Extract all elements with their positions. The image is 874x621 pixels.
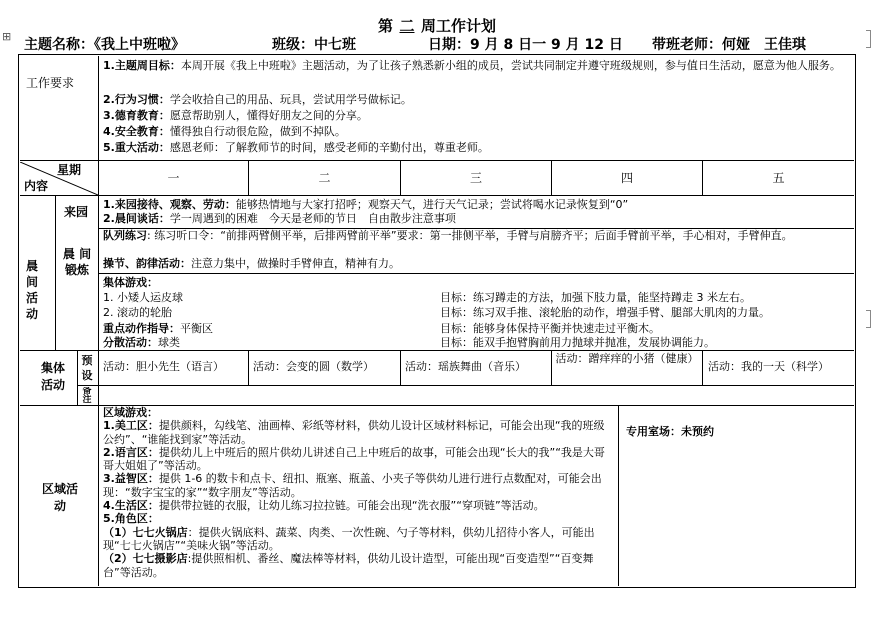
area-line: 2.语言区：提供幼儿上中班后的照片供幼儿讲述自己上中班后的故事，可能会出现“长大的我”“我是大哥哥大姐姐了”等活动。 bbox=[103, 445, 605, 473]
drill-line: 队列练习: 练习听口令：“前排两臂侧平举，后排两臂前平举”要求：第一排侧平举，手臂与肩膀齐平；后面手臂前平举，手心相对，手臂伸直。 bbox=[103, 229, 793, 242]
column-divider bbox=[702, 350, 703, 385]
collective-activity-mon: 活动：胆小先生（语言） bbox=[103, 360, 224, 373]
work-item: 3.德育教育：愿意帮助别人，懂得好朋友之间的分享。 bbox=[103, 109, 368, 122]
drill-content bbox=[103, 229, 851, 271]
title-suffix: 周工作计划 bbox=[421, 17, 497, 35]
area-line: 1.美工区：提供颜料，勾线笔、油画棒、彩纸等材料，供幼儿设计区域材料标记，可能会出现“我的班级公约”、“谁能找到家”等活动。 bbox=[103, 419, 605, 446]
day-header-fri: 五 bbox=[772, 171, 785, 185]
work-item: 1.主题周目标：本周开展《我上中班啦》主题活动，为了让孩子熟悉新小组的成员，尝试共同制定并遵守班级规则，参与值日生活动，愿意为他人服务。 bbox=[103, 59, 841, 72]
work-item: 4.安全教育：懂得独自行动很危险，做到不掉队。 bbox=[103, 125, 346, 138]
free-activity-goal: 目标：能双手抱臂胸前用力抛球并抛准，发展协调能力。 bbox=[440, 336, 715, 349]
row-divider bbox=[20, 350, 854, 351]
area-line: （2）七七摄影店:提供照相机、番丝、魔法棒等材料，供幼儿设计造型，可能出现“百变造型”“百变舞台”等活动。 bbox=[103, 552, 594, 579]
arrival-line: 1.来园接待、观察、劳动：能够热情地与大家打招呼；观察天气，进行天气记录；尝试将喝水记录恢复到“0” bbox=[103, 198, 629, 211]
plan-label: 预设 bbox=[81, 354, 93, 382]
day-header-wed: 三 bbox=[469, 171, 482, 185]
title-prefix: 第 bbox=[377, 17, 393, 35]
column-divider bbox=[551, 350, 552, 385]
area-games-title: 区域游戏： bbox=[103, 406, 158, 419]
column-divider bbox=[618, 405, 619, 586]
focus-guidance: 重点动作指导：平衡区 bbox=[103, 322, 213, 335]
collective-activity-thu: 活动：蹭痒痒的小猪（健康） bbox=[555, 352, 699, 365]
row-divider bbox=[98, 273, 854, 274]
content-header: 内容 bbox=[24, 179, 49, 193]
morning-exercise-label: 晨 间锻炼 bbox=[62, 247, 92, 277]
work-item: 2.行为习惯：学会收拾自己的用品、玩具，尝试用学号做标记。 bbox=[103, 93, 412, 106]
row-divider bbox=[20, 195, 854, 196]
area-line: 5.角色区： bbox=[103, 512, 159, 526]
note-label: 备注 bbox=[82, 387, 92, 405]
area-activity-label: 区域活动 bbox=[42, 482, 78, 513]
column-divider bbox=[55, 195, 56, 350]
day-header-mon: 一 bbox=[167, 171, 180, 185]
free-activity: 分散活动：球类 bbox=[103, 336, 180, 349]
collective-activity-label: 集体活动 bbox=[40, 361, 65, 392]
right-edge-marker bbox=[866, 310, 871, 328]
area-line: （1）七七火锅店：提供火锅底料、蔬菜、肉类、一次性碗、勺子等材料，供幼儿招待小客人，可能出现“七七火锅店”“美味火锅”等活动。 bbox=[103, 525, 595, 552]
weekday-header: 星期 bbox=[57, 163, 82, 177]
class-name: 班级：中七班 bbox=[272, 37, 356, 53]
game-name: 1. 小矮人运皮球 bbox=[103, 291, 183, 304]
work-item: 5.重大活动：感恩老师：了解教师节的时间，感受老师的辛勤付出，尊重老师。 bbox=[103, 141, 489, 154]
column-divider bbox=[248, 350, 249, 385]
focus-goal: 目标：能够身体保持平衡并快速走过平衡木。 bbox=[440, 322, 660, 335]
row-divider bbox=[20, 160, 854, 161]
column-divider bbox=[400, 350, 401, 385]
teachers: 带班老师：何娅 王佳琪 bbox=[652, 37, 806, 53]
work-requirements bbox=[103, 59, 851, 157]
collective-activity-tue: 活动：会变的圆（数学） bbox=[253, 360, 374, 373]
collective-activity-wed: 活动：瑶族舞曲（音乐） bbox=[405, 360, 526, 373]
date-range: 日期：9 月 8 日一 9 月 12 日 bbox=[428, 37, 623, 53]
work-requirements-label: 工作要求 bbox=[26, 76, 75, 90]
column-divider bbox=[98, 56, 99, 586]
morning-activity-label: 晨间活动 bbox=[25, 259, 38, 321]
area-games-content bbox=[103, 406, 615, 579]
game-goal: 目标：练习双手推、滚轮胎的动作，增强手臂、腿部大肌肉的力量。 bbox=[440, 306, 770, 319]
special-room-status: 专用室场：未预约 bbox=[626, 425, 714, 438]
week-number: 二 bbox=[399, 17, 415, 35]
column-divider bbox=[77, 350, 78, 405]
arrival-label: 来园 bbox=[64, 205, 89, 219]
day-header-tue: 二 bbox=[318, 171, 331, 185]
arrival-content bbox=[103, 198, 851, 226]
arrival-line: 2.晨间谈话：学一周遇到的困难 今天是老师的节日 自由散步注意事项 bbox=[103, 212, 456, 225]
rhythm-line: 操节、韵律活动：注意力集中，做操时手臂伸直，精神有力。 bbox=[103, 257, 400, 270]
page-title bbox=[0, 15, 874, 36]
area-line: 3.益智区：提供 1-6 的数卡和点卡、纽扣、瓶塞、瓶盖、小夹子等供幼儿进行进行点数配对，可能会出现：“数字宝宝的家”“数字朋友”等活动。 bbox=[103, 472, 602, 499]
move-handle-icon[interactable]: ⊞ bbox=[2, 30, 12, 43]
collective-activity-fri: 活动：我的一天（科学） bbox=[708, 360, 829, 373]
game-name: 2. 滚动的轮胎 bbox=[103, 306, 172, 319]
theme-name: 主题名称：《我上中班啦》 bbox=[24, 37, 185, 53]
row-divider bbox=[77, 385, 854, 386]
area-line: 4.生活区：提供带拉链的衣服，让幼儿练习拉拉链。可能会出现“洗衣服”“穿项链”等活动。 bbox=[103, 499, 545, 513]
day-header-thu: 四 bbox=[620, 171, 633, 185]
group-games-title: 集体游戏： bbox=[103, 276, 158, 289]
game-goal: 目标：练习蹲走的方法，加强下肢力量，能坚持蹲走 3 米左右。 bbox=[440, 291, 751, 304]
